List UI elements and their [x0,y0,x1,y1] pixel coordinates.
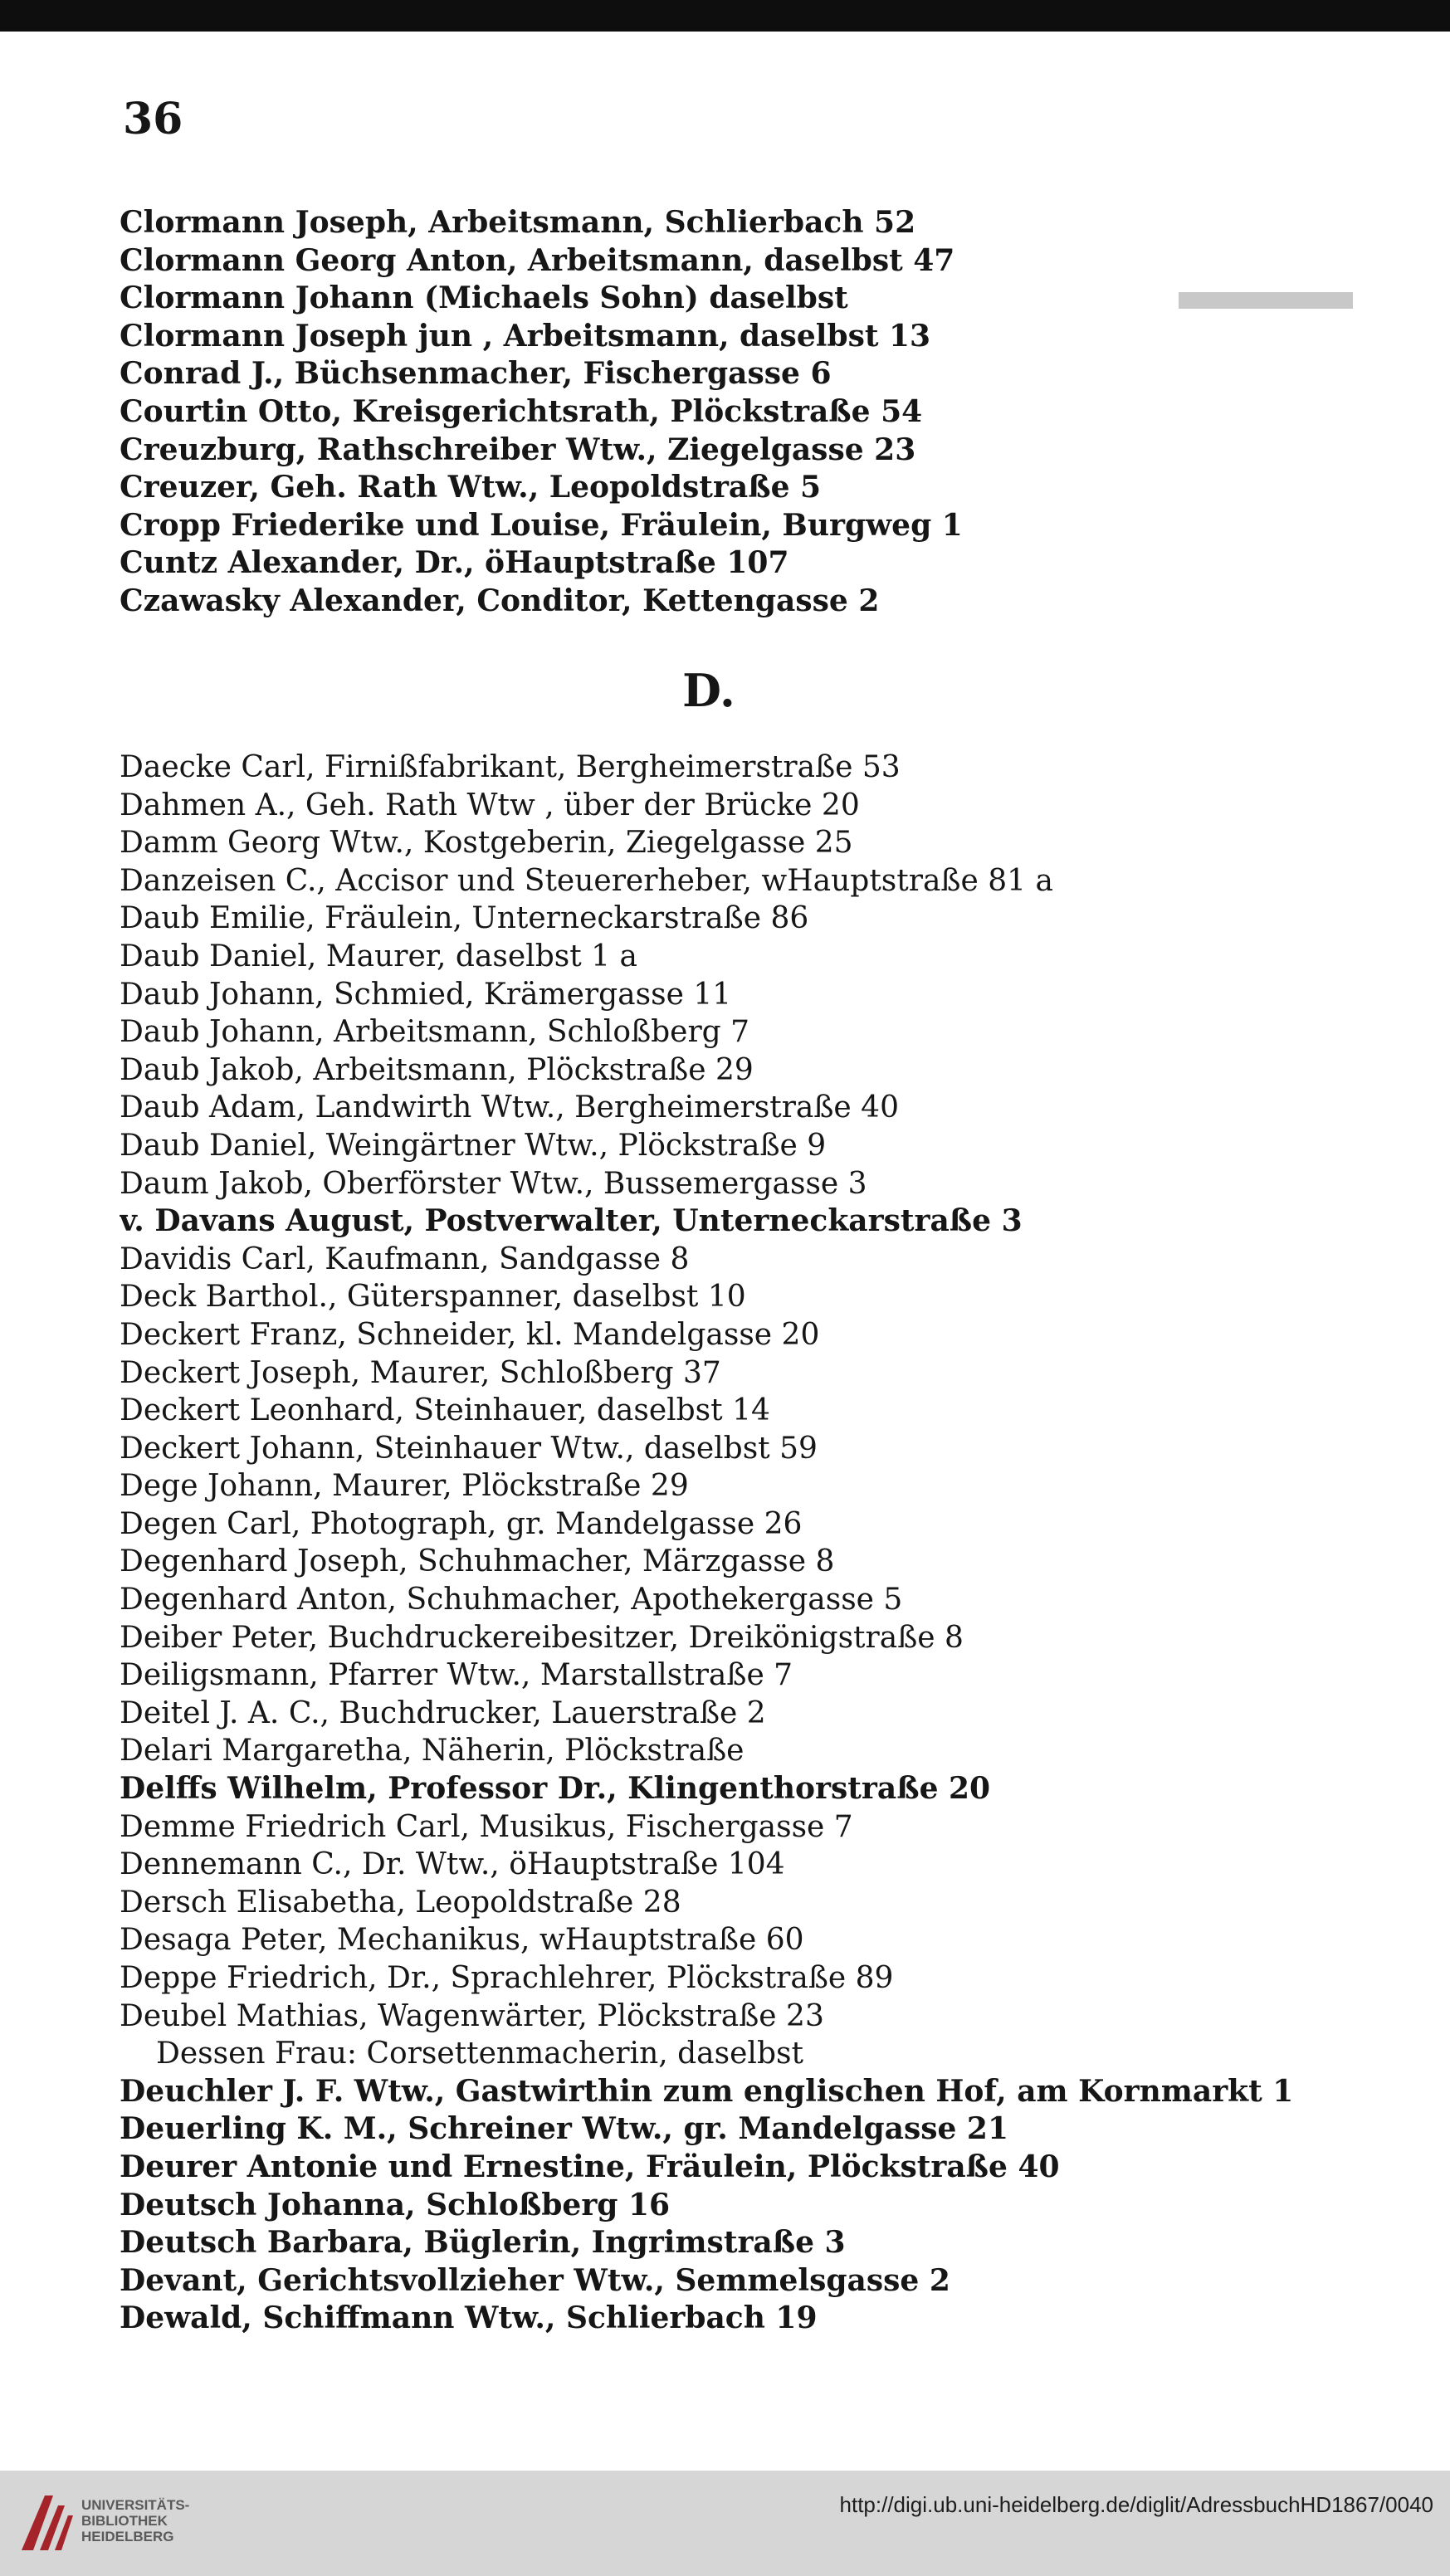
directory-entry: Deutsch Barbara, Büglerin, Ingrimstraße 3 [120,2225,846,2261]
directory-entry: Daub Jakob, Arbeitsmann, Plöckstraße 29 [120,1052,754,1087]
directory-entry: Dewald, Schiffmann Wtw., Schlierbach 19 [120,2300,818,2336]
directory-entry: Deckert Joseph, Maurer, Schloßberg 37 [120,1355,721,1390]
directory-entry: v. Davans August, Postverwalter, Unterneckarstraße 3 [120,1203,1023,1239]
directory-entry: Clormann Joseph, Arbeitsmann, Schlierbach 52 [120,205,916,240]
directory-entry: Daum Jakob, Oberförster Wtw., Bussemergasse 3 [120,1166,867,1201]
directory-entry: Deiligsmann, Pfarrer Wtw., Marstallstraße 7 [120,1658,793,1693]
directory-entry: Clormann Joseph jun , Arbeitsmann, daselbst 13 [120,318,931,354]
scan-top-border [0,0,1450,32]
directory-entry: Deck Barthol., Güterspanner, daselbst 10 [120,1280,746,1315]
entry-list-c [120,204,1414,621]
directory-entry: Degenhard Anton, Schuhmacher, Apothekergasse 5 [120,1583,903,1617]
directory-entry: Degen Carl, Photograph, gr. Mandelgasse 26 [120,1506,803,1541]
directory-entry: Daub Johann, Schmied, Krämergasse 11 [120,977,732,1012]
entry-list-d [120,749,1414,2338]
library-name [81,2497,189,2544]
library-logo-icon [15,2486,90,2560]
directory-entry: Delari Margaretha, Näherin, Plöckstraße [120,1734,745,1769]
directory-entry: Conrad J., Büchsenmacher, Fischergasse 6 [120,356,832,392]
directory-entry: Daub Daniel, Weingärtner Wtw., Plöckstraße 9 [120,1128,827,1163]
directory-entry: Deiber Peter, Buchdruckereibesitzer, Dreikönigstraße 8 [120,1620,964,1655]
directory-entry: Creuzburg, Rathschreiber Wtw., Ziegelgasse 23 [120,432,916,467]
directory-entry: Clormann Johann (Michaels Sohn) daselbst [120,281,848,316]
directory-entry: Danzeisen C., Accisor und Steuererheber, wHauptstraße 81 a [120,863,1053,898]
library-name-line: BIBLIOTHEK [81,2513,168,2529]
section-heading-wrap [120,639,1414,742]
footer-bar [0,2471,1450,2576]
directory-entry: Deckert Johann, Steinhauer Wtw., daselbst 59 [120,1431,818,1466]
directory-entry: Daub Daniel, Maurer, daselbst 1 a [120,939,637,973]
directory-entry: Deuchler J. F. Wtw., Gastwirthin zum englischen Hof, am Kornmarkt 1 [120,2073,1294,2109]
directory-entry: Dege Johann, Maurer, Plöckstraße 29 [120,1469,689,1504]
library-name-line: UNIVERSITÄTS- [81,2497,190,2513]
directory-entry: Deckert Franz, Schneider, kl. Mandelgasse 20 [120,1317,820,1352]
directory-entry: Clormann Georg Anton, Arbeitsmann, daselbst 47 [120,242,955,278]
directory-entry: Daub Adam, Landwirth Wtw., Bergheimerstraße 40 [120,1090,899,1125]
directory-entry: Davidis Carl, Kaufmann, Sandgasse 8 [120,1242,690,1276]
library-name-line: HEIDELBERG [81,2529,174,2544]
source-url[interactable]: http://digi.ub.uni-heidelberg.de/diglit/AdressbuchHD1867/0040 [839,2492,1433,2517]
scan-smudge [1179,292,1353,309]
directory-entry: Cropp Friederike und Louise, Fräulein, Burgweg 1 [120,507,963,543]
directory-entry: Czawasky Alexander, Conditor, Kettengasse 2 [120,583,880,618]
page-number: 36 [123,94,183,144]
directory-entry: Dessen Frau: Corsettenmacherin, daselbst [156,2037,803,2071]
directory-entry: Degenhard Joseph, Schuhmacher, Märzgasse 8 [120,1544,835,1579]
section-heading: D. [682,664,735,717]
directory-entry: Deckert Leonhard, Steinhauer, daselbst 14 [120,1393,770,1428]
directory-entry: Daecke Carl, Firnißfabrikant, Bergheimerstraße 53 [120,750,901,784]
directory-entry: Dennemann C., Dr. Wtw., öHauptstraße 104 [120,1847,785,1882]
directory-entry: Dersch Elisabetha, Leopoldstraße 28 [120,1885,681,1920]
directory-entry: Courtin Otto, Kreisgerichtsrath, Plöckstraße 54 [120,393,923,429]
directory-entry: Cuntz Alexander, Dr., öHauptstraße 107 [120,545,789,581]
directory-entry: Creuzer, Geh. Rath Wtw., Leopoldstraße 5 [120,470,822,505]
directory-entry: Deurer Antonie und Ernestine, Fräulein, Plöckstraße 40 [120,2149,1060,2184]
directory-entry: Deppe Friedrich, Dr., Sprachlehrer, Plöckstraße 89 [120,1961,894,1995]
directory-entry: Daub Emilie, Fräulein, Unterneckarstraße 86 [120,901,809,936]
directory-entry: Delffs Wilhelm, Professor Dr., Klingenthorstraße 20 [120,1771,991,1807]
directory-entry: Demme Friedrich Carl, Musikus, Fischergasse 7 [120,1809,853,1844]
directory-entry: Devant, Gerichtsvollzieher Wtw., Semmelsgasse 2 [120,2262,950,2298]
directory-entry: Deuerling K. M., Schreiner Wtw., gr. Mandelgasse 21 [120,2111,1009,2147]
directory-entry: Deutsch Johanna, Schloßberg 16 [120,2187,671,2222]
directory-entry: Damm Georg Wtw., Kostgeberin, Ziegelgasse 25 [120,826,853,861]
directory-entry: Daub Johann, Arbeitsmann, Schloßberg 7 [120,1015,750,1050]
directory-entry: Deubel Mathias, Wagenwärter, Plöckstraße 23 [120,1998,824,2033]
directory-entry: Deitel J. A. C., Buchdrucker, Lauerstraße 2 [120,1695,766,1730]
directory-entry: Desaga Peter, Mechanikus, wHauptstraße 60 [120,1923,804,1958]
directory-entry: Dahmen A., Geh. Rath Wtw , über der Brücke 20 [120,788,860,822]
